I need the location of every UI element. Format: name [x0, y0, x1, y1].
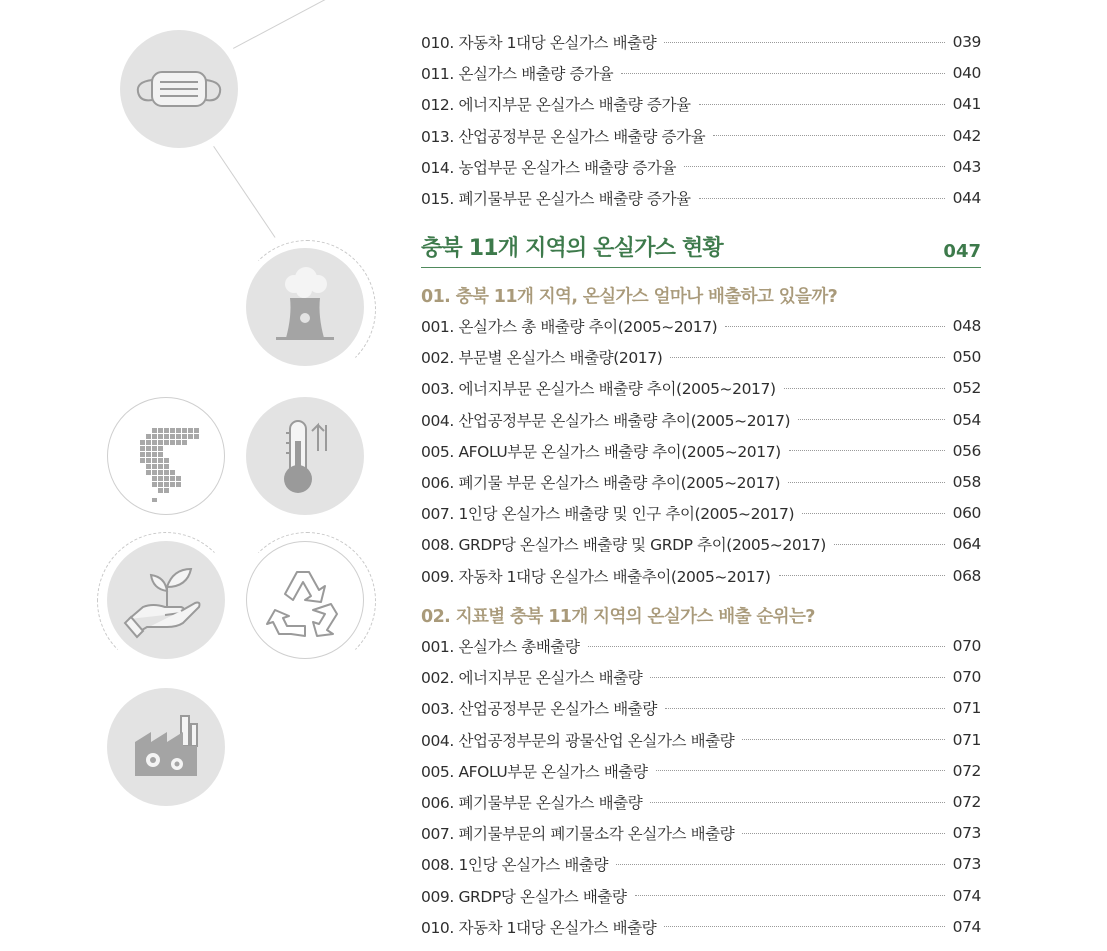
toc-entry[interactable] — [421, 760, 981, 782]
toc-entry-page: 073 — [952, 855, 981, 874]
toc-entry-page: 074 — [952, 917, 981, 936]
leader-dots — [616, 864, 945, 865]
toc-entry-page: 044 — [952, 189, 981, 207]
toc-entry-page: 043 — [952, 157, 981, 176]
chapter-heading[interactable] — [421, 232, 981, 268]
thermometer-icon — [246, 397, 364, 515]
chapter-page: 047 — [943, 241, 981, 262]
leader-dots — [789, 450, 945, 451]
toc-entry[interactable] — [421, 377, 981, 399]
toc-entry[interactable] — [421, 916, 981, 938]
toc-entry[interactable] — [421, 156, 981, 178]
leader-dots — [664, 42, 945, 43]
factory-icon — [107, 688, 225, 806]
section-1-title[interactable]: 01. 충북 11개 지역, 온실가스 얼마나 배출하고 있을까? — [421, 287, 838, 307]
toc-entry-title: 010. 자동차 1대당 온실가스 배출량 — [421, 34, 657, 52]
toc-entry[interactable] — [421, 565, 981, 587]
toc-entry-page: 070 — [952, 637, 981, 655]
toc-entry-title: 008. GRDP당 온실가스 배출량 및 GRDP 추이(2005~2017) — [421, 536, 826, 555]
leader-dots — [670, 357, 945, 358]
toc-entry[interactable] — [421, 502, 981, 524]
toc-entry-page: 050 — [952, 348, 981, 367]
toc-entry[interactable] — [421, 346, 981, 368]
toc-entry[interactable] — [421, 791, 981, 813]
mask-icon — [120, 30, 238, 148]
toc-entry[interactable] — [421, 471, 981, 493]
leader-dots — [699, 198, 945, 199]
leader-dots — [656, 770, 945, 771]
leader-dots — [788, 482, 945, 483]
toc-entry[interactable] — [421, 885, 981, 907]
leader-dots — [665, 708, 945, 709]
toc-entry-title: 003. 에너지부문 온실가스 배출량 추이(2005~2017) — [421, 380, 776, 399]
toc-entry-title: 008. 1인당 온실가스 배출량 — [421, 856, 609, 875]
toc-entry[interactable] — [421, 697, 981, 719]
toc-entry[interactable] — [421, 125, 981, 147]
toc-entry[interactable] — [421, 315, 981, 337]
toc-entry-page: 068 — [952, 566, 981, 585]
toc-entry-title: 009. 자동차 1대당 온실가스 배출추이(2005~2017) — [421, 567, 771, 586]
toc-entry-title: 007. 1인당 온실가스 배출량 및 인구 추이(2005~2017) — [421, 505, 795, 524]
toc-entry[interactable] — [421, 853, 981, 875]
leader-dots — [650, 677, 945, 678]
toc-entry-title: 006. 폐기물 부문 온실가스 배출량 추이(2005~2017) — [421, 474, 781, 492]
section-2-title[interactable]: 02. 지표별 충북 11개 지역의 온실가스 배출 순위는? — [421, 607, 815, 627]
toc-entry-title: 005. AFOLU부문 온실가스 배출량 추이(2005~2017) — [421, 442, 781, 461]
toc-entry-title: 013. 산업공정부문 온실가스 배출량 증가율 — [421, 127, 706, 146]
toc-entry-page: 056 — [952, 441, 981, 460]
toc-entry-title: 012. 에너지부문 온실가스 배출량 증가율 — [421, 96, 691, 115]
chapter-title: 충북 11개 지역의 온실가스 현황 — [421, 236, 723, 261]
leader-dots — [742, 833, 945, 834]
toc-entry-title: 004. 산업공정부문의 광물산업 온실가스 배출량 — [421, 731, 735, 750]
toc-entry-title: 005. AFOLU부문 온실가스 배출량 — [421, 762, 648, 781]
leader-dots — [725, 326, 945, 327]
toc-entry[interactable] — [421, 533, 981, 555]
decorative-icon-column — [0, 0, 400, 951]
toc-entry[interactable] — [421, 666, 981, 688]
connector-line — [233, 0, 332, 49]
toc-entry-page: 039 — [952, 33, 981, 51]
toc-entry-page: 064 — [952, 535, 981, 554]
toc-entry-page: 070 — [952, 668, 981, 687]
toc-entry-title: 015. 폐기물부문 온실가스 배출량 증가율 — [421, 190, 691, 208]
toc-entry-title: 010. 자동차 1대당 온실가스 배출량 — [421, 918, 657, 937]
toc-entry-page: 058 — [952, 473, 981, 491]
toc-entry-title: 011. 온실가스 배출량 증가율 — [421, 65, 614, 84]
leader-dots — [779, 575, 945, 576]
leader-dots — [834, 544, 945, 545]
toc-entry-title: 009. GRDP당 온실가스 배출량 — [421, 887, 627, 906]
toc-entry-title: 002. 에너지부문 온실가스 배출량 — [421, 669, 643, 688]
toc-entry-page: 071 — [952, 699, 981, 718]
leader-dots — [621, 73, 945, 74]
toc-entry-page: 042 — [952, 126, 981, 145]
leader-dots — [684, 166, 945, 167]
toc-entry[interactable] — [421, 409, 981, 431]
toc-entry[interactable] — [421, 62, 981, 84]
toc-entry-page: 074 — [952, 886, 981, 905]
recycle-icon — [246, 541, 364, 659]
toc-entry-page: 073 — [952, 824, 981, 843]
leader-dots — [635, 895, 945, 896]
toc-entry[interactable] — [421, 31, 981, 53]
leader-dots — [588, 646, 945, 647]
leader-dots — [742, 739, 945, 740]
leader-dots — [798, 419, 945, 420]
leader-dots — [784, 388, 945, 389]
toc-entry-title: 001. 온실가스 총 배출량 추이(2005~2017) — [421, 318, 718, 336]
leader-dots — [664, 926, 945, 927]
toc-entry[interactable] — [421, 93, 981, 115]
toc-entry-title: 014. 농업부문 온실가스 배출량 증가율 — [421, 158, 677, 177]
toc-entry-title: 001. 온실가스 총배출량 — [421, 638, 580, 656]
toc-entry-page: 072 — [952, 761, 981, 780]
toc-entry-title: 004. 산업공정부문 온실가스 배출량 추이(2005~2017) — [421, 411, 791, 430]
toc-entry-page: 041 — [952, 95, 981, 114]
toc-entry[interactable] — [421, 635, 981, 657]
connector-line — [213, 146, 275, 238]
leader-dots — [713, 135, 945, 136]
leader-dots — [650, 802, 945, 803]
toc-entry-page: 060 — [952, 504, 981, 523]
toc-entry-page: 071 — [952, 730, 981, 749]
leader-dots — [699, 104, 945, 105]
toc-entry[interactable] — [421, 822, 981, 844]
toc-entry[interactable] — [421, 729, 981, 751]
korea-map-icon — [107, 397, 225, 515]
toc-entry-page: 052 — [952, 379, 981, 398]
toc-entry-page: 040 — [952, 64, 981, 83]
toc-entry-page: 048 — [952, 317, 981, 335]
toc-entry-page: 054 — [952, 410, 981, 429]
toc-entry-page: 072 — [952, 793, 981, 811]
plant-hand-icon — [107, 541, 225, 659]
toc-entry-title: 002. 부문별 온실가스 배출량(2017) — [421, 349, 663, 368]
toc-entry-title: 003. 산업공정부문 온실가스 배출량 — [421, 700, 657, 719]
toc-entry[interactable] — [421, 440, 981, 462]
toc-entry-title: 006. 폐기물부문 온실가스 배출량 — [421, 794, 643, 812]
toc-entry-title: 007. 폐기물부문의 폐기물소각 온실가스 배출량 — [421, 825, 735, 844]
toc-entry[interactable] — [421, 187, 981, 209]
leader-dots — [802, 513, 945, 514]
power-plant-icon — [246, 248, 364, 366]
